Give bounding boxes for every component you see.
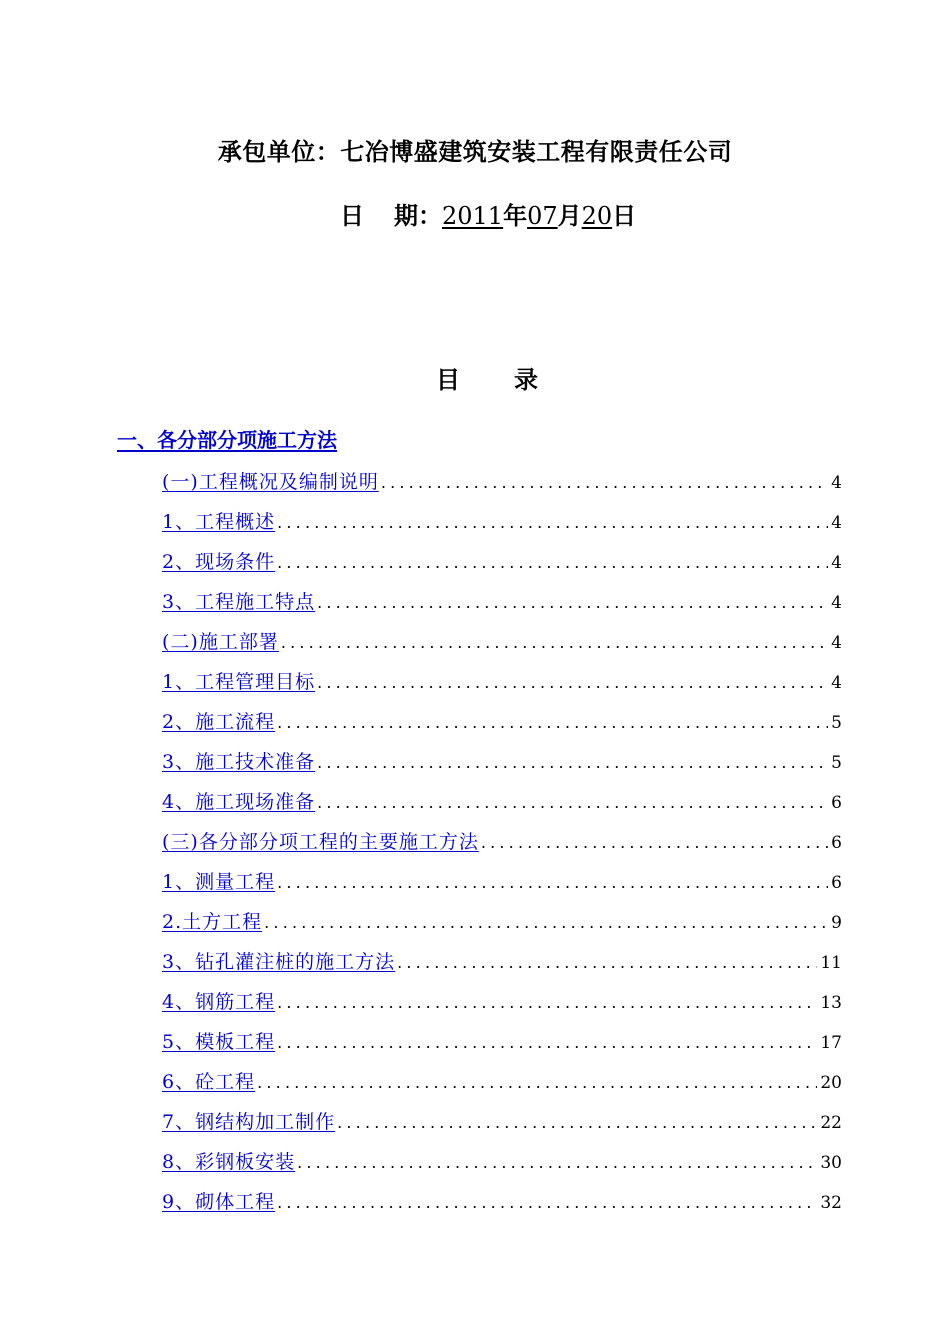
toc-entry (162, 702, 842, 742)
toc-page-number: 4 (831, 633, 842, 653)
toc-entry (162, 622, 842, 662)
toc-page-number: 17 (820, 1033, 842, 1053)
toc-page-number: 6 (831, 873, 842, 893)
toc-dot-leader (317, 663, 828, 702)
toc-entry (162, 1022, 842, 1062)
toc-entry-link[interactable]: 4、施工现场准备 (162, 791, 316, 813)
toc-page-number: 6 (831, 793, 842, 813)
toc-dot-leader (337, 1103, 817, 1142)
toc-entry (162, 462, 842, 502)
toc-dot-leader (317, 583, 828, 622)
date-year: 2011 (442, 202, 504, 230)
toc-dot-leader (281, 623, 828, 662)
toc-dot-leader (317, 743, 828, 782)
date-day: 20 (581, 202, 613, 230)
toc-entry-link[interactable]: 9、砌体工程 (162, 1191, 276, 1213)
contractor-line (0, 132, 950, 172)
toc-entry (162, 1142, 842, 1182)
toc-entry-link[interactable]: 1、工程概述 (162, 511, 276, 533)
toc-page-number: 30 (820, 1153, 842, 1173)
toc-page-number: 4 (831, 673, 842, 693)
date-label-1: 日 (340, 201, 364, 230)
toc-page-number: 13 (820, 993, 842, 1013)
toc-entry-link[interactable]: 5、模板工程 (162, 1031, 276, 1053)
toc-entry (162, 742, 842, 782)
toc-page-number: 4 (831, 473, 842, 493)
toc-page-number: 4 (831, 513, 842, 533)
toc-title-char-1: 目 (436, 365, 460, 394)
toc-page-number: 20 (820, 1073, 842, 1093)
toc-dot-leader (264, 903, 828, 942)
toc-dot-leader (257, 1063, 817, 1102)
toc-entry (162, 582, 842, 622)
toc-dot-leader (277, 863, 828, 902)
toc-entry-link[interactable]: 3、工程施工特点 (162, 591, 316, 613)
toc-entry (162, 1062, 842, 1102)
date-month-suffix: 月 (557, 201, 582, 230)
date-month: 07 (527, 202, 558, 230)
toc-entry (162, 542, 842, 582)
toc-page-number: 9 (831, 913, 842, 933)
toc-entry (162, 662, 842, 702)
toc-entry-link[interactable]: 7、钢结构加工制作 (162, 1111, 336, 1133)
toc-dot-leader (397, 943, 817, 982)
toc-entry (162, 982, 842, 1022)
contractor-name: 七冶博盛建筑安装工程有限责任公司 (340, 137, 733, 166)
toc-entry-link[interactable]: 2、施工流程 (162, 711, 276, 733)
toc-dot-leader (317, 783, 828, 822)
toc-entry-link[interactable]: 1、工程管理目标 (162, 671, 316, 693)
toc-page-number: 4 (831, 553, 842, 573)
toc-list (162, 462, 842, 1222)
toc-dot-leader (277, 503, 828, 542)
toc-entry (162, 942, 842, 982)
toc-page-number: 6 (831, 833, 842, 853)
toc-dot-leader (277, 1023, 817, 1062)
toc-entry-link[interactable]: (一)工程概况及编制说明 (162, 471, 379, 493)
toc-entry-link[interactable]: (三)各分部分项工程的主要施工方法 (162, 831, 479, 853)
toc-dot-leader (277, 983, 817, 1022)
toc-dot-leader (277, 1183, 817, 1222)
contractor-label: 承包单位： (217, 137, 341, 166)
toc-entry (162, 502, 842, 542)
toc-entry (162, 1182, 842, 1222)
toc-page-number: 22 (820, 1113, 842, 1133)
toc-entry-link[interactable]: 3、钻孔灌注桩的施工方法 (162, 951, 396, 973)
toc-entry (162, 1102, 842, 1142)
toc-entry-link[interactable]: 3、施工技术准备 (162, 751, 316, 773)
toc-page-number: 4 (831, 593, 842, 613)
toc-entry-link[interactable]: 2、现场条件 (162, 551, 276, 573)
toc-entry-link[interactable]: 4、钢筋工程 (162, 991, 276, 1013)
date-year-suffix: 年 (503, 201, 528, 230)
toc-entry (162, 822, 842, 862)
toc-entry (162, 862, 842, 902)
toc-title (436, 360, 538, 400)
toc-entry-link[interactable]: 6、砼工程 (162, 1071, 256, 1093)
toc-page-number: 32 (820, 1193, 842, 1213)
toc-page-number: 11 (820, 953, 842, 973)
toc-title-char-2: 录 (514, 365, 538, 394)
date-line (340, 196, 636, 236)
toc-entry-link[interactable]: (二)施工部署 (162, 631, 279, 653)
toc-entry (162, 902, 842, 942)
toc-entry-link[interactable]: 2.土方工程 (162, 911, 263, 933)
toc-dot-leader (481, 823, 828, 862)
toc-entry-link[interactable]: 1、测量工程 (162, 871, 276, 893)
toc-dot-leader (277, 543, 828, 582)
toc-dot-leader (277, 703, 828, 742)
date-day-suffix: 日 (612, 201, 637, 230)
date-label-2: 期： (394, 201, 442, 230)
toc-entry (162, 782, 842, 822)
toc-dot-leader (381, 463, 828, 502)
toc-section-heading-link[interactable]: 一、各分部分项施工方法 (117, 428, 337, 452)
toc-entry-link[interactable]: 8、彩钢板安装 (162, 1151, 296, 1173)
toc-page-number: 5 (831, 713, 842, 733)
toc-dot-leader (297, 1143, 817, 1182)
toc-page-number: 5 (831, 753, 842, 773)
